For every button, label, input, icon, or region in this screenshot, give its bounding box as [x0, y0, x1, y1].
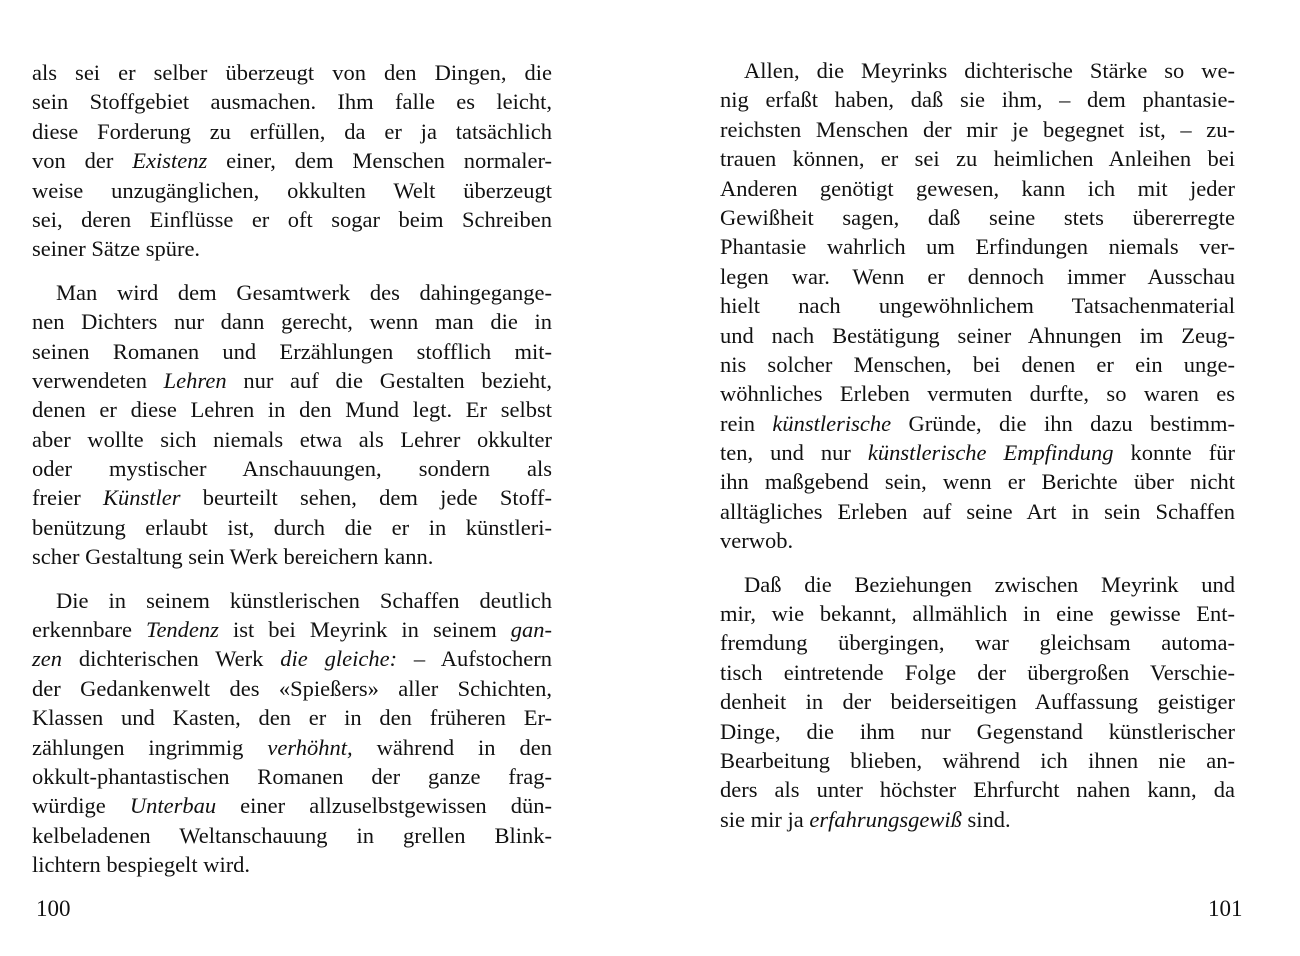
paragraph	[32, 58, 552, 264]
text-line: Dinge, die ihm nur Gegenstand künstlerischer	[720, 718, 1235, 744]
text-line: Anderen genötigt gewesen, kann ich mit jeder	[720, 175, 1235, 201]
text-line: reichsten Menschen der mir je begegnet ist, – zu-	[720, 116, 1235, 142]
left-page-number: 100	[36, 896, 71, 921]
italic-emphasis: die gleiche:	[280, 646, 398, 672]
italic-emphasis: zen	[32, 646, 62, 672]
right-page-text	[720, 56, 1235, 848]
text-line: trauen können, er sei zu heimlichen Anleihen bei	[720, 146, 1235, 172]
text-line: legen war. Wenn er dennoch immer Ausschau	[720, 263, 1235, 289]
text-line: diese Forderung zu erfüllen, da er ja tatsächlich	[32, 118, 552, 144]
text-line: Bearbeitung blieben, während ich ihnen nie an-	[720, 747, 1235, 773]
text-line: würdige Unterbau einer allzuselbstgewissen dün-	[32, 793, 553, 819]
text-line: okkult-phantastischen Romanen der ganze frag-	[32, 763, 552, 789]
text-line: sie mir ja erfahrungsgewiß sind.	[720, 806, 1011, 832]
text-line: Die in seinem künstlerischen Schaffen deutlich	[56, 587, 552, 613]
text-line: freier Künstler beurteilt sehen, dem jede Stoff-	[32, 485, 553, 511]
text-line: als sei er selber überzeugt von den Dingen, die	[32, 60, 552, 85]
text-line: Klassen und Kasten, den er in den früheren Er-	[32, 705, 552, 731]
italic-emphasis: Unterbau	[129, 793, 217, 819]
text-line: seiner Sätze spüre.	[32, 236, 201, 262]
text-line: sein Stoffgebiet ausmachen. Ihm falle es leicht,	[32, 89, 552, 115]
paragraph	[720, 570, 1235, 835]
text-line: Man wird dem Gesamtwerk des dahingegange-	[56, 279, 552, 305]
italic-emphasis: Lehren	[163, 367, 227, 393]
text-line: fremdung übergingen, war gleichsam automa-	[720, 630, 1235, 656]
text-line: hielt nach ungewöhnlichem Tatsachenmaterial	[720, 293, 1235, 319]
text-line: benützung erlaubt ist, durch die er in künstleri-	[32, 514, 552, 540]
italic-emphasis: künstlerische Empfindung	[867, 440, 1114, 466]
italic-emphasis: gan-	[510, 617, 553, 643]
text-line: nis solcher Menschen, bei denen er ein unge-	[720, 351, 1235, 377]
italic-emphasis: Tendenz	[146, 617, 219, 643]
italic-emphasis: erfahrungsgewiß	[809, 806, 962, 832]
right-page	[650, 0, 1300, 956]
text-line: oder mystischer Anschauungen, sondern als	[32, 456, 552, 482]
text-line: von der Existenz einer, dem Menschen normaler-	[32, 148, 553, 174]
text-line: nen Dichters nur dann gerecht, wenn man die in	[32, 309, 552, 335]
text-line: erkennbare Tendenz ist bei Meyrink in seinem gan-	[32, 617, 553, 643]
text-line: denheit in der beiderseitigen Auffassung geistiger	[720, 689, 1235, 715]
left-page-text	[32, 58, 552, 894]
text-line: ten, und nur künstlerische Empfindung konnte für	[720, 440, 1235, 466]
text-line: mir, wie bekannt, allmählich in eine gewisse Ent-	[720, 601, 1235, 627]
text-line: zen dichterischen Werk die gleiche: – Aufstochern	[32, 646, 552, 672]
right-page-number: 101	[1208, 896, 1243, 921]
italic-emphasis: Existenz	[132, 148, 208, 174]
italic-emphasis: verhöhnt,	[267, 734, 353, 760]
text-line: ders als unter höchster Ehrfurcht nahen kann, da	[720, 777, 1235, 803]
text-line: der Gedankenwelt des «Spießers» aller Schichten,	[32, 675, 552, 701]
text-line: Gewißheit sagen, daß seine stets übererregte	[720, 204, 1235, 230]
text-line: kelbeladenen Weltanschauung in grellen Blink-	[32, 822, 552, 848]
text-line: rein künstlerische Gründe, die ihn dazu bestimm-	[720, 410, 1236, 436]
text-line: seinen Romanen und Erzählungen stofflich mit-	[32, 338, 552, 364]
text-line: zählungen ingrimmig verhöhnt, während in den	[32, 734, 553, 760]
text-line: verwendeten Lehren nur auf die Gestalten bezieht,	[32, 367, 552, 393]
text-line: verwob.	[720, 528, 794, 554]
paragraph	[32, 278, 552, 572]
italic-emphasis: künstlerische	[772, 410, 892, 436]
text-line: lichtern bespiegelt wird.	[32, 852, 251, 878]
text-line: und nach Bestätigung seiner Ahnungen im Zeug-	[720, 322, 1235, 348]
text-line: Daß die Beziehungen zwischen Meyrink und	[744, 571, 1235, 597]
text-line: scher Gestaltung sein Werk bereichern kann.	[32, 544, 434, 570]
text-line: tisch eintretende Folge der übergroßen Verschie-	[720, 659, 1235, 685]
italic-emphasis: Künstler	[102, 485, 181, 511]
text-line: denen er diese Lehren in den Mund legt. Er selbst	[32, 397, 552, 423]
text-line: weise unzugänglichen, okkulten Welt überzeugt	[32, 177, 552, 203]
text-line: Allen, die Meyrinks dichterische Stärke so we-	[744, 58, 1235, 83]
text-line: nig erfaßt haben, daß sie ihm, – dem phantasie-	[720, 87, 1235, 113]
paragraph	[32, 586, 552, 880]
paragraph	[720, 56, 1235, 556]
text-line: alltägliches Erleben auf seine Art in sein Schaffen	[720, 498, 1235, 524]
text-line: aber wollte sich niemals etwa als Lehrer okkulter	[32, 426, 552, 452]
text-line: ihn maßgebend sein, wenn er Berichte über nicht	[720, 469, 1235, 495]
text-line: Phantasie wahrlich um Erfindungen niemals ver-	[720, 234, 1235, 260]
text-line: wöhnliches Erleben vermuten durfte, so waren es	[720, 381, 1235, 407]
text-line: sei, deren Einflüsse er oft sogar beim Schreiben	[32, 206, 552, 232]
